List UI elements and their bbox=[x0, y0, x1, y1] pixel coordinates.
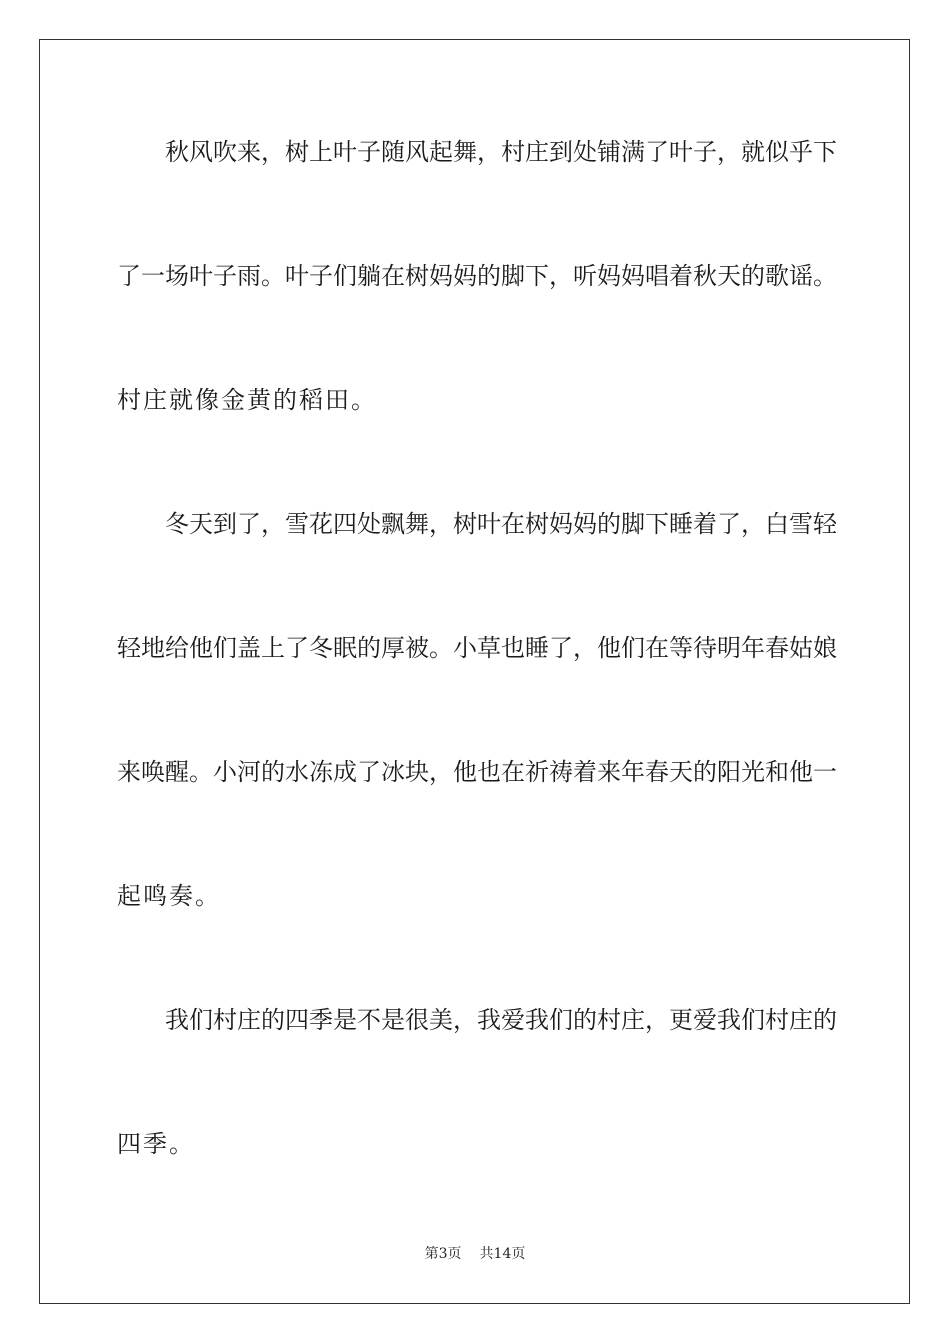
paragraph-2-line-1: 冬天到了，雪花四处飘舞，树叶在树妈妈的脚下睡着了，白雪轻 bbox=[165, 510, 837, 538]
paragraph-2-line-4: 起鸣奏。 bbox=[117, 882, 221, 910]
page-footer bbox=[0, 1245, 950, 1263]
page-total: 共14页 bbox=[479, 1246, 526, 1262]
paragraph-1-line-2: 了一场叶子雨。叶子们躺在树妈妈的脚下，听妈妈唱着秋天的歌谣。 bbox=[117, 262, 837, 290]
page-number: 第3页 bbox=[424, 1246, 462, 1262]
paragraph-1-line-1: 秋风吹来，树上叶子随风起舞，村庄到处铺满了叶子，就似乎下 bbox=[165, 138, 837, 166]
paragraph-3-line-1: 我们村庄的四季是不是很美，我爱我们的村庄，更爱我们村庄的 bbox=[165, 1006, 837, 1034]
paragraph-2-line-3: 来唤醒。小河的水冻成了冰块，他也在祈祷着来年春天的阳光和他一 bbox=[117, 758, 837, 786]
paragraph-3-line-2: 四季。 bbox=[117, 1130, 195, 1158]
paragraph-1-line-3: 村庄就像金黄的稻田。 bbox=[117, 386, 377, 414]
page-frame bbox=[39, 39, 910, 1304]
paragraph-2-line-2: 轻地给他们盖上了冬眠的厚被。小草也睡了，他们在等待明年春姑娘 bbox=[117, 634, 837, 662]
